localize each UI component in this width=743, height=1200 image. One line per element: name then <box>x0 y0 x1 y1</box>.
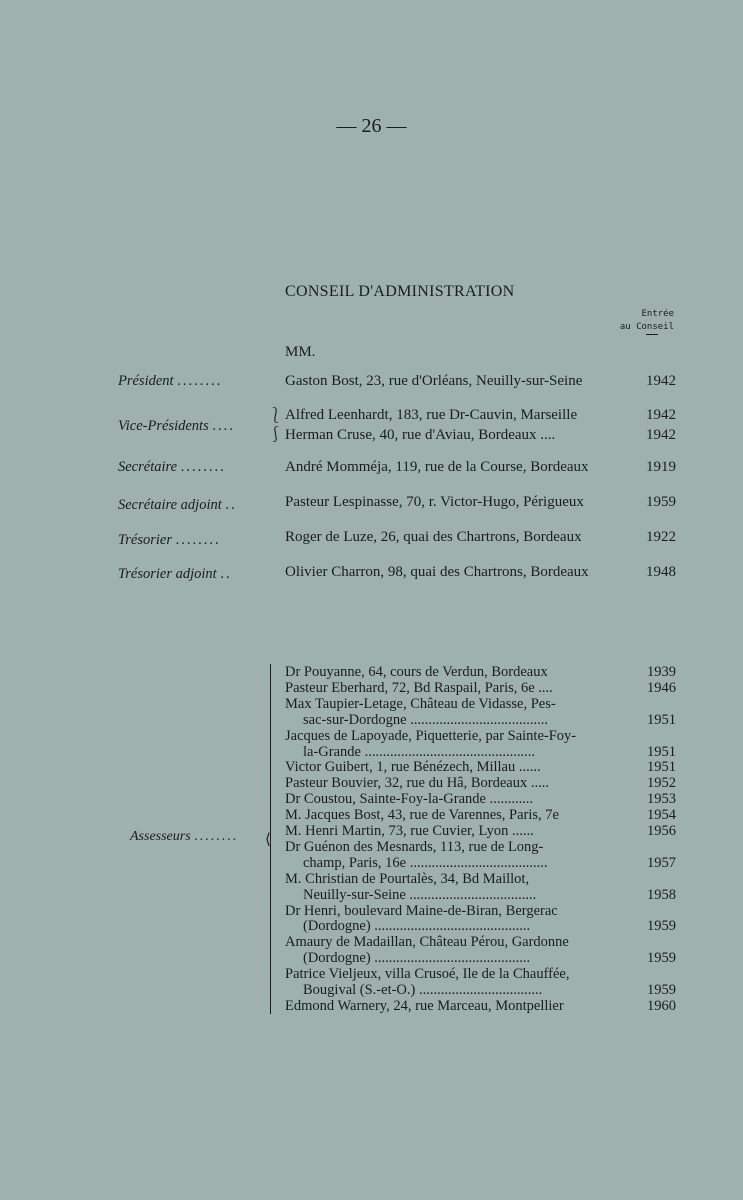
assesseur-line: Dr Pouyanne, 64, cours de Verdun, Bordeaux <box>285 664 548 680</box>
officer-name: Olivier Charron, 98, quai des Chartrons, Bordeaux <box>285 564 589 580</box>
officer-role-dots: .... <box>212 418 235 434</box>
officer-role-dots: .. <box>220 566 232 582</box>
assesseur-line: Edmond Warnery, 24, rue Marceau, Montpellier <box>285 997 564 1014</box>
officer-role-text: Trésorier adjoint <box>118 566 221 582</box>
assesseur-year: 1939 <box>647 664 676 680</box>
officer-role <box>118 373 263 390</box>
assesseurs-brace-point: ⟨ <box>265 832 271 848</box>
assesseur-year: 1953 <box>647 791 676 808</box>
vice-presidents-brace: ⎱ ⎰ <box>268 408 284 443</box>
assesseur-year: 1952 <box>647 775 676 792</box>
assesseur-line: Dr Guénon des Mesnards, 113, rue de Long- <box>285 838 544 855</box>
entree-header <box>600 308 674 334</box>
assesseur-year: 1954 <box>647 807 676 824</box>
officer-name: Pasteur Lespinasse, 70, r. Victor-Hugo, Périgueux <box>285 494 584 510</box>
assesseur-line: M. Christian de Pourtalès, 34, Bd Maillot, <box>285 870 530 887</box>
salutation: MM. <box>285 344 316 360</box>
assesseur-year: 1957 <box>647 854 676 871</box>
assesseurs-label-text: Assesseurs <box>130 829 191 844</box>
assesseur-line-continued: la-Grande ............................................... <box>303 743 535 760</box>
assesseur-line: M. Henri Martin, 73, rue Cuvier, Lyon ...... <box>285 823 534 839</box>
assesseur-line: M. Jacques Bost, 43, rue de Varennes, Paris, 7e <box>285 807 559 824</box>
officer-name: Herman Cruse, 40, rue d'Aviau, Bordeaux .... <box>285 427 556 443</box>
officer-role-dots: ........ <box>177 373 223 389</box>
officer-year: 1948 <box>646 564 676 580</box>
assesseurs-label-dots: ........ <box>194 829 239 844</box>
officer-name: Gaston Bost, 23, rue d'Orléans, Neuilly-sur-Seine <box>285 373 583 389</box>
assesseur-year: 1959 <box>647 950 676 967</box>
assesseur-line-continued: (Dordogne) ........................................... <box>303 918 531 935</box>
assesseur-year: 1956 <box>647 823 676 839</box>
assesseur-year: 1959 <box>647 918 676 935</box>
entree-divider <box>646 334 658 335</box>
officer-role-text: Secrétaire adjoint <box>118 497 226 513</box>
assesseur-line: Max Taupier-Letage, Château de Vidasse, Pes- <box>285 695 556 712</box>
entree-header-line2: au Conseil <box>619 322 674 332</box>
officer-year: 1919 <box>646 459 676 475</box>
assesseur-year: 1951 <box>647 711 676 728</box>
assesseur-line: Dr Henri, boulevard Maine-de-Biran, Bergerac <box>285 902 558 919</box>
assesseur-year: 1951 <box>647 759 676 776</box>
officer-role <box>118 497 263 514</box>
officer-role-text: Secrétaire <box>118 459 181 475</box>
officer-name: Roger de Luze, 26, quai des Chartrons, Bordeaux <box>285 529 582 545</box>
entree-header-line1: Entrée <box>641 309 674 319</box>
assesseur-year: 1959 <box>647 982 676 998</box>
assesseur-line-continued: Bougival (S.-et-O.) .................................. <box>303 982 543 998</box>
officer-year: 1942 <box>646 427 676 443</box>
officer-name: Alfred Leenhardt, 183, rue Dr-Cauvin, Marseille <box>285 407 578 423</box>
assesseur-line-continued: sac-sur-Dordogne ...................................... <box>303 711 548 728</box>
officer-role-dots: ........ <box>175 532 221 548</box>
officer-name: André Momméja, 119, rue de la Course, Bordeaux <box>285 459 589 475</box>
assesseur-line: Victor Guibert, 1, rue Bénézech, Millau ...... <box>285 759 541 776</box>
assesseur-line: Amaury de Madaillan, Château Pérou, Gardonne <box>285 934 569 951</box>
assesseur-line-continued: Neuilly-sur-Seine ................................... <box>303 886 537 903</box>
assesseurs-label <box>130 829 238 845</box>
officer-role <box>118 459 263 476</box>
officer-role-dots: ........ <box>180 459 226 475</box>
assesseur-line-continued: (Dordogne) ........................................... <box>303 950 531 967</box>
officer-role-text: Président <box>118 373 178 389</box>
page-title: CONSEIL D'ADMINISTRATION <box>285 283 515 300</box>
assesseur-year: 1951 <box>647 743 676 760</box>
officer-year: 1942 <box>646 407 676 423</box>
assesseur-line: Jacques de Lapoyade, Piquetterie, par Sainte-Foy- <box>285 727 577 744</box>
officer-role-text: Vice-Présidents <box>118 418 213 434</box>
officer-year: 1942 <box>646 373 676 389</box>
officer-role <box>118 532 263 549</box>
assesseur-line-continued: champ, Paris, 16e ...................................... <box>303 854 548 871</box>
officer-role <box>118 418 263 435</box>
page-number: — 26 — <box>336 115 407 137</box>
assesseur-line: Dr Coustou, Sainte-Foy-la-Grande ............ <box>285 791 534 808</box>
assesseur-year: 1958 <box>647 886 676 903</box>
assesseur-line: Pasteur Bouvier, 32, rue du Hâ, Bordeaux ..... <box>285 775 549 792</box>
officer-year: 1959 <box>646 494 676 510</box>
officer-role-dots: .. <box>225 497 237 513</box>
assesseur-year: 1946 <box>647 679 676 696</box>
officer-year: 1922 <box>646 529 676 545</box>
assesseur-year: 1960 <box>647 997 676 1014</box>
officer-role-text: Trésorier <box>118 532 176 548</box>
assesseur-line: Patrice Vieljeux, villa Crusoé, Ile de la Chauffée, <box>285 966 570 983</box>
officer-role <box>118 566 263 583</box>
assesseur-line: Pasteur Eberhard, 72, Bd Raspail, Paris, 6e .... <box>285 679 553 696</box>
